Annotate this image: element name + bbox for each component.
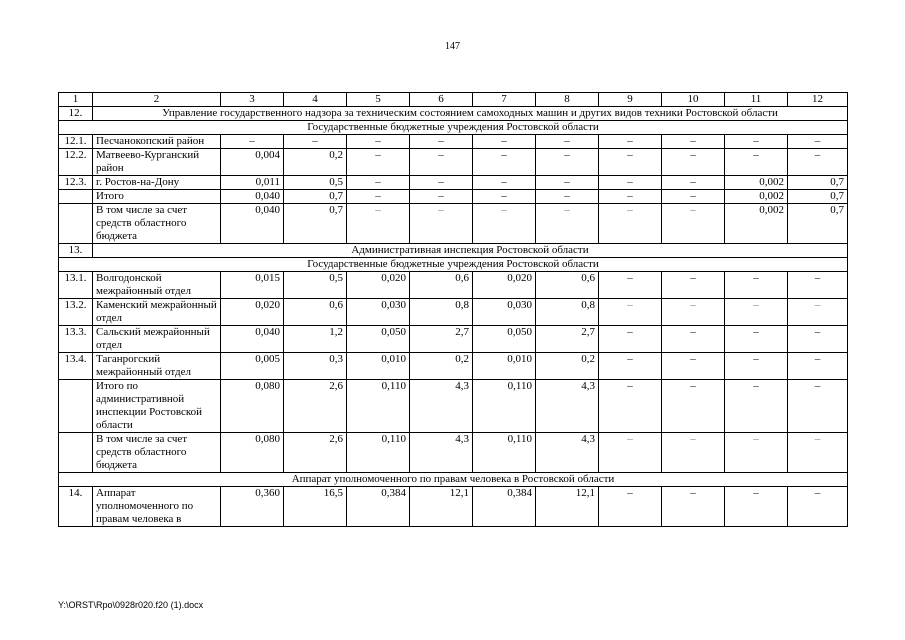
col-header: 6 [410,93,473,107]
value-cell: 0,7 [284,204,347,244]
section-subtitle-row [59,473,848,487]
col-header: 1 [59,93,93,107]
value-cell: – [599,353,662,380]
section-title-row [59,244,848,258]
row-number: 13.2. [59,299,93,326]
value-cell: – [410,176,473,190]
value-cell: – [473,176,536,190]
value-cell: – [599,272,662,299]
col-header: 8 [536,93,599,107]
value-cell: – [410,204,473,244]
value-cell: 0,040 [221,190,284,204]
table-row [59,272,848,299]
value-cell: 0,110 [347,380,410,433]
value-cell: – [662,190,725,204]
value-cell: – [725,299,788,326]
value-cell: – [347,135,410,149]
section-subtitle-row [59,121,848,135]
value-cell: – [473,149,536,176]
value-cell: – [284,135,347,149]
value-cell: – [788,353,848,380]
value-cell: 0,005 [221,353,284,380]
value-cell: – [788,433,848,473]
value-cell: – [347,149,410,176]
value-cell: 0,040 [221,204,284,244]
value-cell: 0,002 [725,204,788,244]
value-cell: – [536,135,599,149]
value-cell: 0,110 [347,433,410,473]
col-header: 9 [599,93,662,107]
section-title: Управление государственного надзора за техническим состоянием самоходных машин и других видов техники Ростовской области [93,107,848,121]
value-cell: 2,7 [536,326,599,353]
value-cell: – [410,149,473,176]
row-number: 12.3. [59,176,93,190]
row-number: 12.1. [59,135,93,149]
value-cell: – [473,204,536,244]
value-cell: 0,6 [284,299,347,326]
value-cell: 0,004 [221,149,284,176]
value-cell: 0,040 [221,326,284,353]
value-cell: – [662,326,725,353]
value-cell: – [347,204,410,244]
value-cell: – [410,190,473,204]
value-cell: – [536,176,599,190]
row-number: 12.2. [59,149,93,176]
value-cell: – [662,272,725,299]
col-header: 3 [221,93,284,107]
value-cell: 0,050 [347,326,410,353]
value-cell: 0,030 [347,299,410,326]
value-cell: – [662,176,725,190]
value-cell: 0,7 [788,190,848,204]
col-header: 10 [662,93,725,107]
section-title: Административная инспекция Ростовской области [93,244,848,258]
value-cell: 0,002 [725,190,788,204]
section-subtitle: Государственные бюджетные учреждения Ростовской области [59,121,848,135]
value-cell: 0,8 [410,299,473,326]
row-number [59,380,93,433]
value-cell: 12,1 [410,487,473,527]
value-cell: 0,050 [473,326,536,353]
table-row [59,326,848,353]
row-number: 13.4. [59,353,93,380]
row-name: Волгодонской межрайонный отдел [93,272,221,299]
value-cell: 0,384 [347,487,410,527]
value-cell: – [599,326,662,353]
value-cell: – [662,204,725,244]
row-number [59,204,93,244]
value-cell: 0,5 [284,272,347,299]
section-title-row [59,107,848,121]
value-cell: – [536,190,599,204]
value-cell: – [410,135,473,149]
value-cell: – [788,299,848,326]
value-cell: – [599,487,662,527]
value-cell: 0,6 [410,272,473,299]
section-subtitle: Аппарат уполномоченного по правам человека в Ростовской области [59,473,848,487]
row-name: Матвеево-Курганский район [93,149,221,176]
row-number [59,190,93,204]
value-cell: 0,7 [788,176,848,190]
section-number: 12. [59,107,93,121]
section-subtitle-row [59,258,848,272]
value-cell: – [662,353,725,380]
value-cell: – [725,272,788,299]
table-row [59,204,848,244]
value-cell: – [725,149,788,176]
value-cell: 0,2 [536,353,599,380]
value-cell: – [725,380,788,433]
value-cell: 0,015 [221,272,284,299]
value-cell: – [788,326,848,353]
value-cell: 0,110 [473,433,536,473]
value-cell: – [725,433,788,473]
value-cell: 0,6 [536,272,599,299]
value-cell: – [599,190,662,204]
value-cell: 4,3 [536,380,599,433]
column-number-row [59,93,848,107]
table-row [59,149,848,176]
value-cell: – [662,487,725,527]
value-cell: – [599,204,662,244]
value-cell: 16,5 [284,487,347,527]
row-number: 14. [59,487,93,527]
row-number: 13.3. [59,326,93,353]
value-cell: – [347,176,410,190]
value-cell: – [473,135,536,149]
table-row [59,433,848,473]
row-number: 13.1. [59,272,93,299]
value-cell: – [536,149,599,176]
col-header: 2 [93,93,221,107]
value-cell: 0,020 [473,272,536,299]
value-cell: 4,3 [410,433,473,473]
value-cell: 0,080 [221,380,284,433]
value-cell: 0,2 [284,149,347,176]
table-row [59,135,848,149]
value-cell: – [473,190,536,204]
value-cell: 0,7 [788,204,848,244]
value-cell: 0,5 [284,176,347,190]
value-cell: 0,080 [221,433,284,473]
value-cell: – [599,433,662,473]
section-number: 13. [59,244,93,258]
table-row [59,299,848,326]
value-cell: – [725,353,788,380]
value-cell: 0,011 [221,176,284,190]
value-cell: – [662,380,725,433]
row-name: Аппарат уполномоченного по правам человека в [93,487,221,527]
value-cell: – [599,176,662,190]
value-cell: – [599,149,662,176]
value-cell: – [725,326,788,353]
col-header: 5 [347,93,410,107]
table-row [59,190,848,204]
value-cell: – [347,190,410,204]
value-cell: – [662,299,725,326]
value-cell: – [599,380,662,433]
value-cell: 0,8 [536,299,599,326]
table-row [59,353,848,380]
value-cell: – [788,487,848,527]
value-cell: 12,1 [536,487,599,527]
row-name: Итого [93,190,221,204]
row-name: В том числе за счет средств областного бюджета [93,204,221,244]
col-header: 11 [725,93,788,107]
table-row [59,487,848,527]
table-row [59,380,848,433]
value-cell: 0,384 [473,487,536,527]
value-cell: 0,360 [221,487,284,527]
value-cell: 0,010 [473,353,536,380]
value-cell: 0,2 [410,353,473,380]
row-name: Песчанокопский район [93,135,221,149]
value-cell: 1,2 [284,326,347,353]
row-name: Каменский межрайонный отдел [93,299,221,326]
value-cell: 4,3 [536,433,599,473]
value-cell: 2,6 [284,380,347,433]
value-cell: – [788,149,848,176]
col-header: 7 [473,93,536,107]
footer-file-path: Y:\ORST\Rpo\0928r020.f20 (1).docx [58,600,204,610]
value-cell: 4,3 [410,380,473,433]
value-cell: 0,020 [347,272,410,299]
value-cell: 0,3 [284,353,347,380]
value-cell: – [662,433,725,473]
value-cell: 0,7 [284,190,347,204]
value-cell: 0,002 [725,176,788,190]
value-cell: 0,010 [347,353,410,380]
value-cell: – [536,204,599,244]
section-subtitle: Государственные бюджетные учреждения Ростовской области [59,258,848,272]
value-cell: 2,6 [284,433,347,473]
value-cell: – [662,149,725,176]
value-cell: – [599,135,662,149]
row-name: Сальский межрайонный отдел [93,326,221,353]
value-cell: 0,020 [221,299,284,326]
data-table [58,92,848,527]
value-cell: – [788,380,848,433]
col-header: 4 [284,93,347,107]
table-row [59,176,848,190]
page-number: 147 [445,41,460,52]
value-cell: 0,110 [473,380,536,433]
row-name: г. Ростов-на-Дону [93,176,221,190]
value-cell: – [599,299,662,326]
value-cell: – [725,135,788,149]
row-name: Таганрогский межрайонный отдел [93,353,221,380]
row-number [59,433,93,473]
value-cell: 0,030 [473,299,536,326]
row-name: Итого по административной инспекции Ростовской области [93,380,221,433]
table-body [59,93,848,527]
value-cell: – [725,487,788,527]
value-cell: – [221,135,284,149]
value-cell: – [662,135,725,149]
value-cell: – [788,135,848,149]
value-cell: – [788,272,848,299]
row-name: В том числе за счет средств областного бюджета [93,433,221,473]
col-header: 12 [788,93,848,107]
value-cell: 2,7 [410,326,473,353]
